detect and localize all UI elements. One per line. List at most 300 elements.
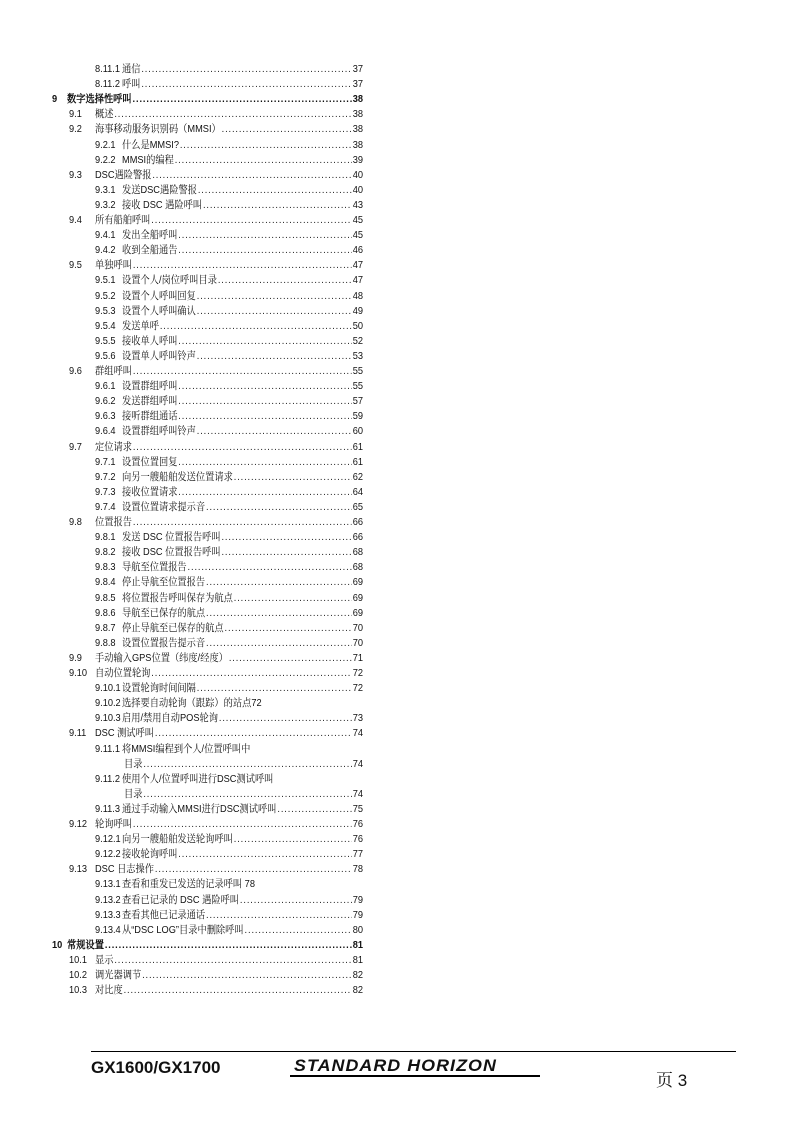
- toc-entry-page: 79: [352, 893, 363, 906]
- toc-leader-dots: [143, 788, 351, 801]
- toc-entry-page: 43: [352, 198, 363, 211]
- toc-entry[interactable]: [95, 771, 363, 786]
- brand-logo: STANDARD HORIZON: [294, 1056, 497, 1075]
- toc-entry-number: 8.11.1: [95, 63, 121, 75]
- toc-entry-page: 37: [352, 78, 363, 91]
- toc-entry-number: 9.3.2: [95, 198, 116, 211]
- toc-leader-dots: [245, 924, 352, 937]
- toc-entry-page: 81: [352, 953, 363, 966]
- toc-entry-number: 9.10.1: [95, 682, 121, 695]
- toc-entry-page: 65: [352, 500, 363, 513]
- toc-entry-page: 70: [352, 621, 363, 634]
- toc-entry-number: 9.11.1: [95, 742, 121, 755]
- toc-entry-title: 接收 DSC 位置报告呼叫: [121, 546, 221, 559]
- toc-entry[interactable]: [69, 439, 363, 454]
- toc-leader-dots: [133, 259, 352, 272]
- toc-entry-number: 9.8.7: [95, 621, 116, 634]
- toc-entry[interactable]: [95, 408, 363, 423]
- toc-leader-dots: [206, 576, 352, 589]
- toc-leader-dots: [114, 954, 351, 967]
- toc-entry-page: 38: [352, 138, 363, 151]
- toc-entry-number: 9.8.8: [95, 636, 116, 649]
- toc-entry[interactable]: [95, 288, 363, 303]
- toc-entry[interactable]: [69, 982, 363, 997]
- toc-entry-number: 9.6.4: [95, 425, 116, 438]
- toc-entry-number: 9.7.1: [95, 455, 116, 468]
- toc-entry-title: 发出全船呼叫: [121, 229, 178, 242]
- toc-entry-number: 9.8.3: [95, 561, 116, 574]
- toc-entry-page: 47: [352, 274, 363, 287]
- toc-entry-title: 接收 DSC 遇险呼叫: [121, 198, 203, 211]
- toc-entry-number: 9.8.1: [95, 531, 116, 544]
- toc-entry-page: 78: [352, 863, 363, 876]
- toc-entry-page: 47: [352, 259, 363, 272]
- toc-entry[interactable]: [95, 454, 363, 469]
- toc-leader-dots: [197, 682, 352, 695]
- toc-entry[interactable]: [95, 741, 363, 756]
- toc-entry-number: 9.6.2: [95, 395, 116, 408]
- toc-leader-dots: [178, 229, 352, 242]
- toc-entry-page: 81: [352, 938, 363, 951]
- toc-entry-page: 52: [352, 334, 363, 347]
- toc-entry[interactable]: [95, 182, 363, 197]
- toc-leader-dots: [203, 199, 352, 212]
- toc-entry-title: 发送 DSC 位置报告呼叫: [121, 531, 221, 544]
- toc-entry-page: 45: [352, 229, 363, 242]
- toc-entry-title: 查看和重发已发送的记录呼叫 78: [121, 878, 255, 891]
- toc-entry-page: 73: [352, 712, 363, 725]
- toc-entry[interactable]: [69, 257, 363, 272]
- toc-entry-title: 将位置报告呼叫保存为航点: [121, 591, 233, 604]
- toc-leader-dots: [133, 93, 352, 106]
- toc-entry-title: 设置个人呼叫回复: [121, 289, 196, 302]
- toc-entry[interactable]: [69, 121, 363, 136]
- toc-entry-title: 概述: [94, 108, 114, 121]
- toc-entry-title: 设置个人/岗位呼叫目录: [121, 274, 217, 287]
- toc-entry-title: 通过手动输入MMSI进行DSC测试呼叫: [121, 802, 277, 815]
- toc-entry-title: 向另一艘船舶发送位置请求: [121, 470, 233, 483]
- toc-entry-title: 导航至位置报告: [121, 561, 187, 574]
- toc-leader-dots: [175, 154, 352, 167]
- toc-entry-number: 9.1: [69, 108, 82, 121]
- toc-entry-page: 61: [352, 455, 363, 468]
- toc-entry-title: 设置轮询时间间隔: [121, 682, 196, 695]
- toc-entry-number: 9.4.2: [95, 244, 116, 257]
- toc-entry-title: 什么是MMSI?: [121, 138, 179, 151]
- toc-entry[interactable]: [69, 514, 363, 529]
- toc-entry-page: 74: [352, 757, 363, 770]
- toc-entry-number: 9.6.3: [95, 410, 116, 423]
- toc-entry[interactable]: [95, 590, 363, 605]
- toc-entry[interactable]: [95, 303, 363, 318]
- toc-entry[interactable]: [69, 650, 363, 665]
- toc-leader-dots: [160, 320, 352, 333]
- toc-entry[interactable]: [69, 665, 363, 680]
- toc-entry[interactable]: [95, 469, 363, 484]
- toc-entry-title: 所有船舶呼叫: [94, 214, 151, 226]
- toc-entry-page: 61: [352, 440, 363, 453]
- toc-entry-title: 启用/禁用自动POS轮询: [121, 712, 218, 725]
- toc-entry-title: 选择要自动轮询（跟踪）的站点72: [121, 697, 262, 710]
- toc-entry[interactable]: [95, 876, 363, 891]
- toc-entry-number: 9.13: [69, 863, 87, 876]
- toc-leader-dots: [133, 365, 352, 378]
- toc-entry-page: 69: [352, 606, 363, 619]
- toc-leader-dots: [197, 305, 352, 318]
- toc-entry-number: 9.5.5: [95, 334, 116, 347]
- toc-entry-title: 手动输入GPS位置（纬度/经度）: [94, 651, 228, 664]
- toc-entry-number: 9.4: [69, 214, 82, 226]
- toc-entry-title: 向另一艘船舶发送轮询呼叫: [121, 833, 233, 846]
- toc-leader-dots: [234, 471, 352, 484]
- toc-entry-number: 9.8.5: [95, 591, 116, 604]
- toc-entry-number: 9.3.1: [95, 183, 116, 196]
- toc-leader-dots: [178, 395, 352, 408]
- toc-entry[interactable]: [95, 242, 363, 257]
- toc-entry[interactable]: [95, 318, 363, 333]
- toc-leader-dots: [234, 592, 352, 605]
- toc-leader-dots: [151, 667, 352, 680]
- toc-leader-dots: [198, 184, 352, 197]
- toc-entry[interactable]: [95, 695, 363, 710]
- toc-entry[interactable]: [95, 348, 363, 363]
- toc-entry-title: 位置报告: [94, 516, 132, 528]
- toc-entry[interactable]: [69, 967, 363, 982]
- footer-page-number: 页 3: [656, 1071, 688, 1090]
- toc-entry-page: 39: [352, 153, 363, 166]
- toc-entry-title: 发送群组呼叫: [121, 395, 178, 408]
- toc-entry-number: 9.8: [69, 516, 82, 528]
- toc-leader-dots: [206, 501, 352, 514]
- toc-entry[interactable]: [95, 922, 363, 937]
- toc-leader-dots: [277, 803, 351, 816]
- toc-entry-page: 38: [352, 123, 363, 136]
- brand-logo-underline: [290, 1075, 540, 1077]
- toc-entry-number: 9: [52, 93, 58, 106]
- toc-leader-dots: [143, 758, 351, 771]
- toc-entry-title: 查看已记录的 DSC 遇险呼叫: [121, 893, 240, 906]
- toc-entry[interactable]: [95, 574, 363, 589]
- toc-entry[interactable]: [69, 106, 363, 121]
- toc-entry-number: 9.2.1: [95, 138, 116, 151]
- footer-model-name: GX1600/GX1700: [91, 1058, 221, 1077]
- toc-leader-dots: [133, 441, 352, 454]
- toc-entry[interactable]: [52, 91, 363, 106]
- toc-entry-number: 9.4.1: [95, 229, 116, 242]
- toc-entry-page: 69: [352, 591, 363, 604]
- toc-entry-title: 使用个人/位置呼叫进行DSC测试呼叫: [121, 772, 274, 785]
- toc-entry[interactable]: [95, 710, 363, 725]
- toc-leader-dots: [105, 939, 352, 952]
- toc-entry-page: 55: [352, 380, 363, 393]
- toc-entry[interactable]: [95, 197, 363, 212]
- toc-leader-dots: [206, 637, 352, 650]
- toc-entry[interactable]: [95, 529, 363, 544]
- toc-entry[interactable]: [95, 393, 363, 408]
- toc-leader-dots: [219, 712, 352, 725]
- toc-leader-dots: [141, 78, 351, 91]
- toc-leader-dots: [178, 380, 352, 393]
- toc-entry-title: 调光器调节: [94, 969, 142, 981]
- toc-entry-page: 66: [352, 516, 363, 528]
- toc-entry-number: 9.9: [69, 651, 82, 664]
- toc-entry-title: 设置单人呼叫铃声: [121, 349, 196, 362]
- toc-entry-title: 呼叫: [121, 78, 141, 91]
- toc-entry[interactable]: [95, 786, 363, 801]
- toc-entry-title: 自动位置轮询: [94, 667, 151, 679]
- toc-leader-dots: [197, 350, 352, 363]
- toc-leader-dots: [188, 561, 352, 574]
- toc-leader-dots: [206, 909, 352, 922]
- toc-entry-page: 71: [352, 651, 363, 664]
- toc-leader-dots: [178, 848, 352, 861]
- toc-entry-title: 常规设置: [66, 938, 104, 951]
- toc-leader-dots: [178, 456, 352, 469]
- toc-entry-number: 9.7.3: [95, 485, 116, 498]
- toc-entry-number: 9.11.3: [95, 802, 121, 815]
- toc-entry-number: 10: [52, 938, 63, 951]
- toc-entry[interactable]: [69, 861, 363, 876]
- toc-entry-number: 10.1: [69, 953, 87, 966]
- toc-entry[interactable]: [95, 756, 363, 771]
- toc-entry[interactable]: [95, 378, 363, 393]
- toc-entry-title: 目录: [123, 757, 143, 770]
- toc-entry-title: 设置位置回复: [121, 455, 178, 468]
- toc-leader-dots: [133, 818, 352, 831]
- toc-entry[interactable]: [95, 635, 363, 650]
- toc-entry[interactable]: [95, 423, 363, 438]
- toc-entry-page: 38: [352, 93, 363, 106]
- toc-entry-page: 82: [352, 969, 363, 981]
- toc-entry-title: 接收轮询呼叫: [121, 848, 178, 861]
- toc-entry[interactable]: [69, 816, 363, 831]
- toc-leader-dots: [178, 244, 352, 257]
- toc-leader-dots: [222, 123, 352, 136]
- toc-entry-number: 9.13.4: [95, 923, 121, 936]
- toc-entry[interactable]: [95, 227, 363, 242]
- toc-entry-title: 发送DSC遇险警报: [121, 183, 197, 196]
- toc-entry-number: 9.12.2: [95, 848, 121, 861]
- toc-leader-dots: [234, 833, 352, 846]
- toc-entry-title: DSC遇险警报: [94, 168, 152, 181]
- toc-entry-number: 9.5: [69, 259, 82, 272]
- toc-leader-dots: [151, 214, 352, 227]
- toc-leader-dots: [152, 169, 351, 182]
- toc-leader-dots: [155, 727, 352, 740]
- toc-entry-number: 9.13.3: [95, 908, 121, 921]
- toc-entry-title: DSC 测试呼叫: [94, 727, 155, 740]
- toc-entry-title: 从“DSC LOG”目录中删除呼叫: [121, 923, 244, 936]
- toc-leader-dots: [221, 546, 351, 559]
- toc-entry[interactable]: [95, 544, 363, 559]
- toc-entry-number: 9.5.2: [95, 289, 116, 302]
- toc-entry-page: 40: [352, 183, 363, 196]
- toc-leader-dots: [133, 516, 352, 529]
- toc-entry-page: 79: [352, 908, 363, 921]
- toc-entry-page: 53: [352, 349, 363, 362]
- toc-entry-number: 9.8.4: [95, 576, 116, 589]
- toc-entry-title: 将MMSI编程到个人/位置呼叫中: [121, 742, 251, 755]
- toc-entry-title: 设置群组呼叫铃声: [121, 425, 196, 438]
- toc-entry-title: 查看其他已记录通话: [121, 908, 206, 921]
- toc-leader-dots: [229, 652, 352, 665]
- toc-entry-page: 68: [352, 546, 363, 559]
- toc-entry-title: 群组呼叫: [94, 365, 132, 377]
- toc-entry-page: 77: [352, 848, 363, 861]
- toc-entry-page: 70: [352, 636, 363, 649]
- toc-entry-number: 9.5.1: [95, 274, 116, 287]
- toc-entry[interactable]: [69, 952, 363, 967]
- toc-entry-page: 69: [352, 576, 363, 589]
- toc-leader-dots: [225, 622, 352, 635]
- toc-entry-page: 76: [352, 818, 363, 830]
- toc-entry-title: DSC 日志操作: [94, 863, 155, 876]
- toc-entry[interactable]: [69, 725, 363, 740]
- toc-entry[interactable]: [95, 152, 363, 167]
- toc-leader-dots: [178, 486, 352, 499]
- toc-entry-title: 发送单呼: [121, 319, 159, 332]
- toc-entry[interactable]: [95, 620, 363, 635]
- toc-entry-page: 74: [352, 727, 363, 740]
- toc-entry-page: 75: [352, 802, 363, 815]
- toc-leader-dots: [155, 863, 352, 876]
- toc-entry[interactable]: [95, 484, 363, 499]
- toc-entry-title: 数字选择性呼叫: [66, 93, 132, 106]
- toc-leader-dots: [114, 108, 351, 121]
- toc-entry-page: 80: [352, 923, 363, 936]
- toc-leader-dots: [197, 425, 352, 438]
- toc-leader-dots: [142, 969, 352, 982]
- toc-entry-number: 9.13.1: [95, 878, 121, 891]
- toc-entry-number: 9.5.6: [95, 349, 116, 362]
- toc-entry[interactable]: [95, 846, 363, 861]
- toc-entry[interactable]: [69, 212, 363, 227]
- toc-entry-page: 62: [352, 470, 363, 483]
- toc-entry-title: 轮询呼叫: [94, 818, 132, 830]
- toc-entry-page: 72: [352, 682, 363, 695]
- toc-entry-title: 目录: [123, 787, 143, 800]
- toc-entry-title: 接收单人呼叫: [121, 334, 178, 347]
- toc-entry-title: 单独呼叫: [94, 259, 132, 272]
- toc-entry-number: 9.5.3: [95, 304, 116, 317]
- toc-entry-number: 9.2: [69, 123, 82, 136]
- toc-entry-page: 38: [352, 108, 363, 121]
- toc-entry-title: 设置群组呼叫: [121, 380, 178, 393]
- toc-entry[interactable]: [95, 559, 363, 574]
- toc-entry-number: 9.8.2: [95, 546, 116, 559]
- toc-entry[interactable]: [95, 907, 363, 922]
- toc-entry-number: 9.11: [69, 727, 87, 740]
- toc-entry-number: 9.6.1: [95, 380, 116, 393]
- toc-entry-number: 9.7.4: [95, 500, 116, 513]
- toc-leader-dots: [197, 290, 352, 303]
- toc-leader-dots: [218, 274, 352, 287]
- toc-entry-number: 9.6: [69, 365, 82, 377]
- toc-entry-title: MMSI的编程: [121, 153, 174, 166]
- toc-entry-title: 停止导航至已保存的航点: [121, 621, 224, 634]
- toc-leader-dots: [180, 139, 352, 152]
- toc-entry-number: 9.12.1: [95, 833, 121, 846]
- toc-entry-title: 收到全船通告: [121, 244, 178, 257]
- toc-entry-page: 68: [352, 561, 363, 574]
- toc-entry-number: 9.11.2: [95, 772, 121, 785]
- toc-entry-page: 72: [352, 667, 363, 679]
- toc-leader-dots: [206, 607, 352, 620]
- toc-entry-number: 10.2: [69, 969, 87, 981]
- toc-entry-page: 37: [352, 63, 363, 75]
- toc-entry-number: 10.3: [69, 984, 87, 997]
- toc-entry-page: 59: [352, 410, 363, 423]
- toc-entry-number: 9.13.2: [95, 893, 121, 906]
- toc-entry-number: 9.5.4: [95, 319, 116, 332]
- toc-entry-page: 55: [352, 365, 363, 377]
- toc-entry[interactable]: [95, 499, 363, 514]
- toc-entry[interactable]: [95, 892, 363, 907]
- toc-entry-page: 74: [352, 787, 363, 800]
- toc-entry-page: 64: [352, 485, 363, 498]
- toc-entry[interactable]: [95, 272, 363, 287]
- toc-entry-number: 9.3: [69, 168, 82, 181]
- toc-entry-title: 设置位置报告提示音: [121, 636, 206, 649]
- toc-leader-dots: [141, 63, 351, 76]
- toc-entry-number: 9.12: [69, 818, 87, 830]
- toc-entry[interactable]: [95, 605, 363, 620]
- toc-entry-page: 40: [352, 168, 363, 181]
- toc-entry[interactable]: [95, 680, 363, 695]
- toc-entry-number: 9.10.3: [95, 712, 121, 725]
- toc-entry-page: 48: [352, 289, 363, 302]
- toc-entry-number: 9.2.2: [95, 153, 116, 166]
- toc-entry-number: 9.7.2: [95, 470, 116, 483]
- toc-entry-page: 57: [352, 395, 363, 408]
- toc-entry-number: 9.8.6: [95, 606, 116, 619]
- toc-entry-page: 49: [352, 304, 363, 317]
- footer-divider: [91, 1051, 736, 1052]
- toc-entry-page: 82: [352, 984, 363, 997]
- toc-entry[interactable]: [95, 76, 363, 91]
- toc-leader-dots: [124, 984, 352, 997]
- toc-entry-page: 45: [352, 214, 363, 226]
- toc-entry[interactable]: [69, 363, 363, 378]
- toc-entry[interactable]: [69, 167, 363, 182]
- toc-entry-page: 76: [352, 833, 363, 846]
- toc-leader-dots: [178, 335, 352, 348]
- toc-entry-title: 接收位置请求: [121, 485, 178, 498]
- toc-entry-title: 通信: [121, 63, 141, 75]
- toc-leader-dots: [240, 894, 352, 907]
- toc-entry-page: 46: [352, 244, 363, 257]
- toc-entry-title: 对比度: [94, 984, 123, 997]
- toc-entry[interactable]: [95, 831, 363, 846]
- toc-leader-dots: [221, 531, 351, 544]
- toc-entry-title: 接听群组通话: [121, 410, 178, 423]
- toc-entry-number: 9.10: [69, 667, 87, 679]
- toc-entry[interactable]: [95, 61, 363, 76]
- toc-entry-title: 海事移动服务识别码（MMSI）: [94, 123, 221, 136]
- toc-entry[interactable]: [95, 137, 363, 152]
- toc-entry-title: 定位请求: [94, 440, 132, 453]
- toc-entry[interactable]: [95, 801, 363, 816]
- toc-entry-number: 8.11.2: [95, 78, 121, 91]
- toc-leader-dots: [178, 410, 352, 423]
- toc-entry-page: 50: [352, 319, 363, 332]
- toc-entry-number: 9.7: [69, 440, 82, 453]
- toc-entry[interactable]: [95, 333, 363, 348]
- toc-entry-title: 设置位置请求提示音: [121, 500, 206, 513]
- toc-entry[interactable]: [52, 937, 363, 952]
- toc-entry-title: 导航至已保存的航点: [121, 606, 206, 619]
- toc-entry-title: 显示: [94, 953, 114, 966]
